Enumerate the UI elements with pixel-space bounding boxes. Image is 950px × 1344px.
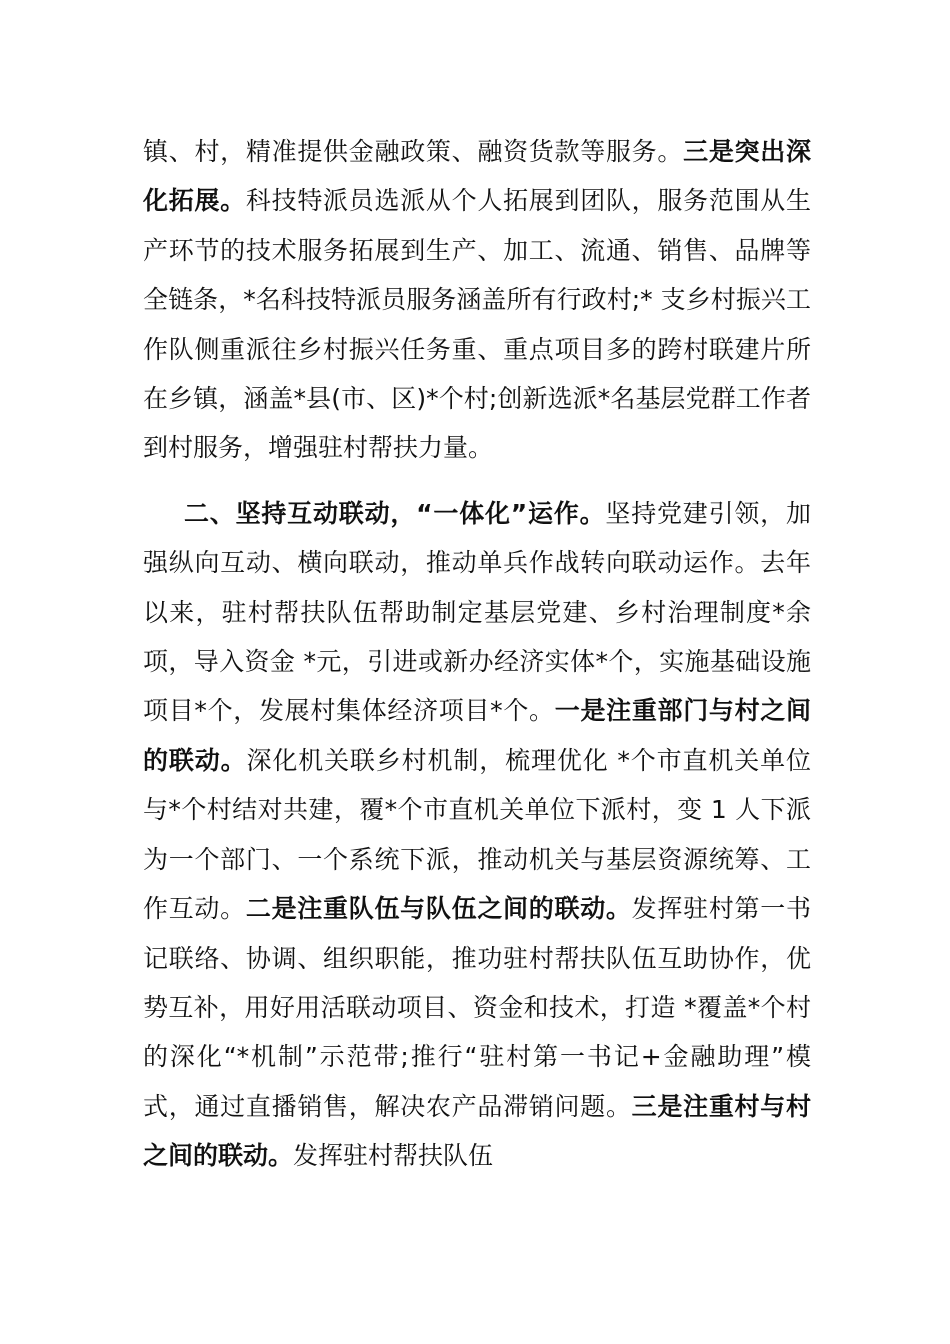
text-run: 坚持党建引领，加强纵向互动、横向联动，推动单兵作战转向联动运作。去年以来，驻村帮扶队伍帮助制定基层党建、乡村治理制度*余项，导入资金 *元，引进或新办经济实体*个，实施基础设施项目*个，发展村集体经济项目*个。: [143, 498, 811, 726]
text-run: 发挥驻村帮扶队伍: [293, 1141, 494, 1171]
paragraph-1: [143, 127, 811, 473]
bold-heading-run: 三是注重村与村之间的联动。: [143, 1091, 811, 1171]
text-run: 科技特派员选派从个人拓展到团队，服务范围从生产环节的技术服务拓展到生产、加工、流通、销售、品牌等全链条，*名科技特派员服务涵盖所有行政村;* 支乡村振兴工作队侧重派往乡村振兴任务重、重点项目多的跨村联建片所在乡镇，涵盖*县(市、区)*个村;创新选派*名基层党群工作者到村服务，增强驻村帮扶力量。: [143, 186, 811, 463]
bold-heading-run: 二是注重队伍与队伍之间的联动。: [245, 894, 632, 924]
text-run: 发挥驻村第一书记联络、协调、组织职能，推功驻村帮扶队伍互助协作，优势互补，用好用活联动项目、资金和技术，打造 *覆盖*个村的深化“*机制”示范带;推行“驻村第一书记+金融助理”模式，通过直播销售，解决农产品滞销问题。: [143, 894, 811, 1121]
text-run: 镇、村，精准提供金融政策、融资货款等服务。: [143, 137, 684, 166]
paragraph-2: [143, 489, 811, 1181]
bold-heading-run: 三是突出深化拓展。: [143, 137, 811, 216]
text-run: 深化机关联乡村机制，梳理优化 *个市直机关单位与*个村结对共建，覆*个市直机关单位下派村，变 1 人下派为一个部门、一个系统下派，推动机关与基层资源统筹、工作互动。: [143, 745, 811, 924]
bold-heading-run: 一是注重部门与村之间的联动。: [143, 696, 811, 775]
section-heading: 二、坚持互动联动，“一体化”运作。: [184, 498, 606, 528]
document-body: [143, 127, 811, 1181]
